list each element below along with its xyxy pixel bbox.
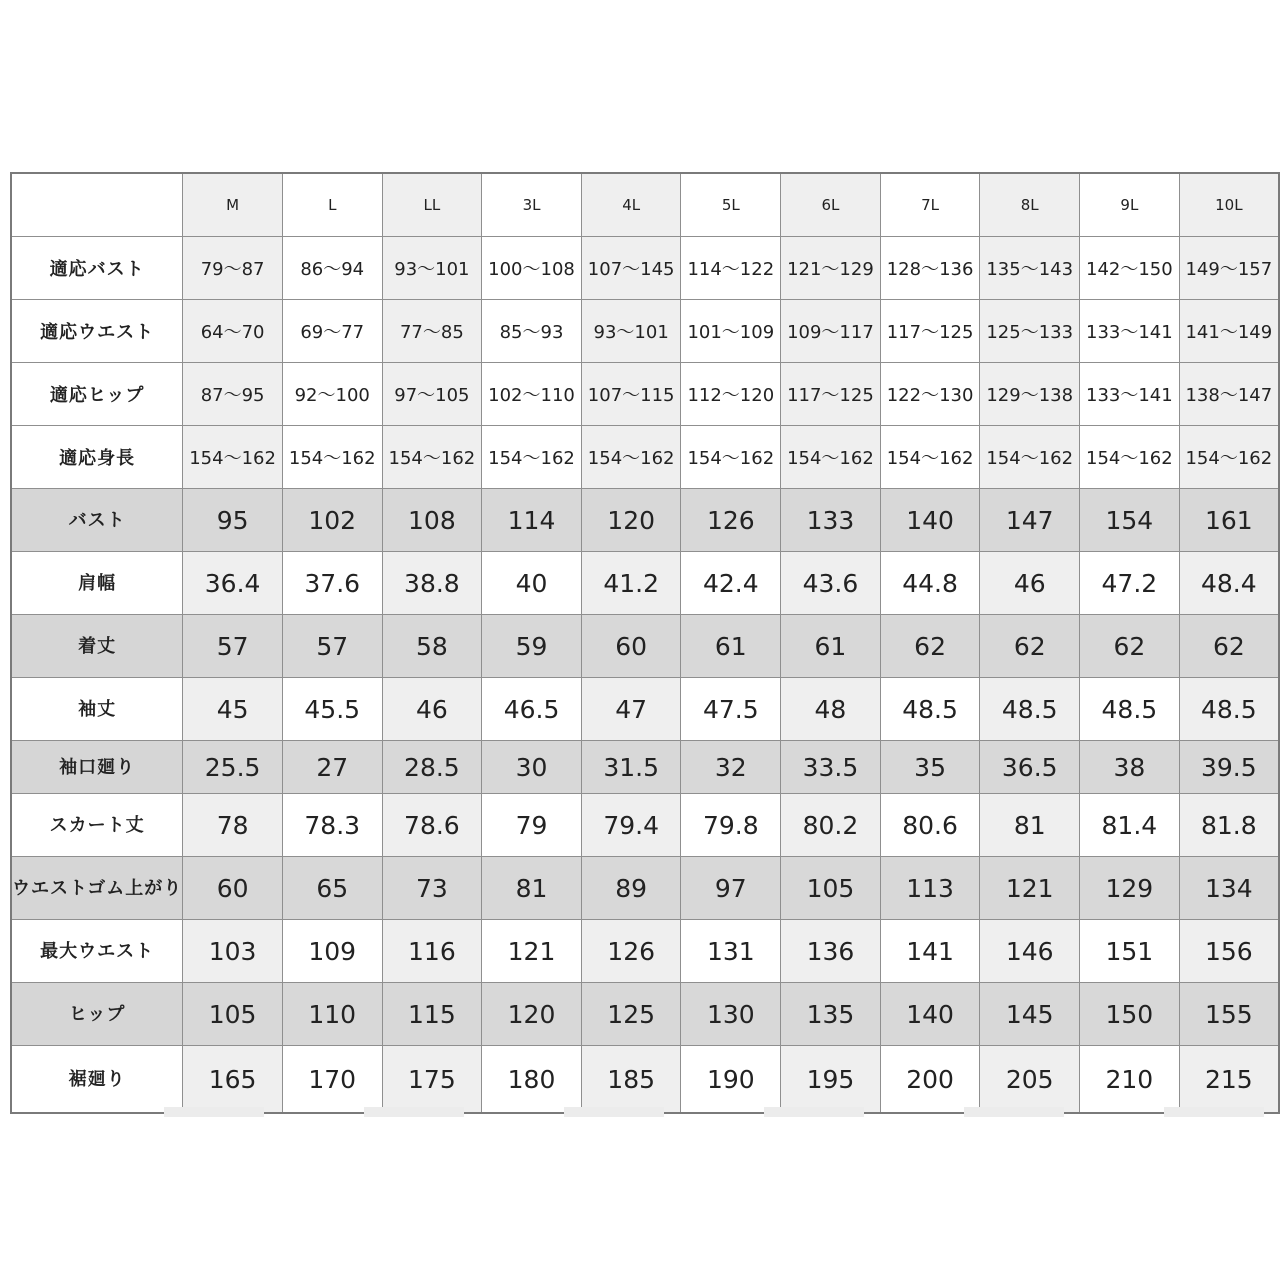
row-label: 適応バスト bbox=[11, 237, 183, 300]
table-cell: 25.5 bbox=[183, 741, 283, 794]
table-cell: 135～143 bbox=[980, 237, 1080, 300]
table-cell: 97 bbox=[681, 857, 781, 920]
table-cell: 200 bbox=[880, 1046, 980, 1114]
size-header-cell: 3L bbox=[482, 173, 582, 237]
table-cell: 145 bbox=[980, 983, 1080, 1046]
table-cell: 149～157 bbox=[1179, 237, 1279, 300]
row-label: 着丈 bbox=[11, 615, 183, 678]
table-cell: 117～125 bbox=[781, 363, 881, 426]
table-cell: 215 bbox=[1179, 1046, 1279, 1114]
size-header-cell: M bbox=[183, 173, 283, 237]
column-shade-strip bbox=[364, 1107, 464, 1117]
table-cell: 48 bbox=[781, 678, 881, 741]
table-cell: 36.4 bbox=[183, 552, 283, 615]
table-cell: 43.6 bbox=[781, 552, 881, 615]
size-header-row bbox=[11, 173, 1279, 237]
table-cell: 121 bbox=[980, 857, 1080, 920]
table-cell: 87～95 bbox=[183, 363, 283, 426]
table-cell: 205 bbox=[980, 1046, 1080, 1114]
table-cell: 141～149 bbox=[1179, 300, 1279, 363]
size-header-cell: 9L bbox=[1080, 173, 1180, 237]
column-shade-strip bbox=[764, 1107, 864, 1117]
table-cell: 105 bbox=[781, 857, 881, 920]
table-cell: 78.3 bbox=[282, 794, 382, 857]
row-label: 袖口廻り bbox=[11, 741, 183, 794]
table-cell: 45 bbox=[183, 678, 283, 741]
column-shade-strip bbox=[1164, 1107, 1264, 1117]
table-cell: 138～147 bbox=[1179, 363, 1279, 426]
table-cell: 195 bbox=[781, 1046, 881, 1114]
table-cell: 47.2 bbox=[1080, 552, 1180, 615]
table-cell: 114～122 bbox=[681, 237, 781, 300]
table-cell: 136 bbox=[781, 920, 881, 983]
table-cell: 48.5 bbox=[880, 678, 980, 741]
table-cell: 62 bbox=[1179, 615, 1279, 678]
table-row bbox=[11, 426, 1279, 489]
table-cell: 58 bbox=[382, 615, 482, 678]
table-cell: 154～162 bbox=[482, 426, 582, 489]
table-row bbox=[11, 552, 1279, 615]
table-cell: 141 bbox=[880, 920, 980, 983]
table-cell: 28.5 bbox=[382, 741, 482, 794]
table-cell: 36.5 bbox=[980, 741, 1080, 794]
table-cell: 62 bbox=[980, 615, 1080, 678]
table-cell: 35 bbox=[880, 741, 980, 794]
table-row bbox=[11, 489, 1279, 552]
table-cell: 38.8 bbox=[382, 552, 482, 615]
table-row bbox=[11, 615, 1279, 678]
table-cell: 135 bbox=[781, 983, 881, 1046]
table-cell: 210 bbox=[1080, 1046, 1180, 1114]
table-cell: 129～138 bbox=[980, 363, 1080, 426]
table-cell: 126 bbox=[581, 920, 681, 983]
table-cell: 133 bbox=[781, 489, 881, 552]
table-cell: 47.5 bbox=[681, 678, 781, 741]
row-label: 適応身長 bbox=[11, 426, 183, 489]
table-cell: 38 bbox=[1080, 741, 1180, 794]
table-cell: 175 bbox=[382, 1046, 482, 1114]
table-cell: 86～94 bbox=[282, 237, 382, 300]
table-cell: 93～101 bbox=[581, 300, 681, 363]
table-cell: 95 bbox=[183, 489, 283, 552]
table-cell: 101～109 bbox=[681, 300, 781, 363]
table-cell: 48.5 bbox=[1080, 678, 1180, 741]
table-cell: 45.5 bbox=[282, 678, 382, 741]
table-cell: 31.5 bbox=[581, 741, 681, 794]
table-cell: 79～87 bbox=[183, 237, 283, 300]
table-cell: 113 bbox=[880, 857, 980, 920]
table-cell: 78 bbox=[183, 794, 283, 857]
size-header-cell: 10L bbox=[1179, 173, 1279, 237]
size-header-cell: 5L bbox=[681, 173, 781, 237]
table-cell: 154～162 bbox=[1179, 426, 1279, 489]
table-cell: 128～136 bbox=[880, 237, 980, 300]
table-row bbox=[11, 983, 1279, 1046]
table-cell: 142～150 bbox=[1080, 237, 1180, 300]
table-row bbox=[11, 300, 1279, 363]
table-cell: 154～162 bbox=[681, 426, 781, 489]
table-cell: 155 bbox=[1179, 983, 1279, 1046]
table-cell: 46 bbox=[382, 678, 482, 741]
table-cell: 69～77 bbox=[282, 300, 382, 363]
table-cell: 140 bbox=[880, 983, 980, 1046]
table-cell: 134 bbox=[1179, 857, 1279, 920]
table-cell: 79.8 bbox=[681, 794, 781, 857]
table-cell: 48.5 bbox=[980, 678, 1080, 741]
table-cell: 61 bbox=[681, 615, 781, 678]
table-cell: 47 bbox=[581, 678, 681, 741]
table-cell: 81.8 bbox=[1179, 794, 1279, 857]
table-cell: 125～133 bbox=[980, 300, 1080, 363]
table-cell: 120 bbox=[581, 489, 681, 552]
size-header-cell: 4L bbox=[581, 173, 681, 237]
table-cell: 112～120 bbox=[681, 363, 781, 426]
table-cell: 46 bbox=[980, 552, 1080, 615]
table-cell: 41.2 bbox=[581, 552, 681, 615]
table-row bbox=[11, 363, 1279, 426]
table-cell: 46.5 bbox=[482, 678, 582, 741]
table-cell: 61 bbox=[781, 615, 881, 678]
table-row bbox=[11, 857, 1279, 920]
table-cell: 73 bbox=[382, 857, 482, 920]
table-cell: 37.6 bbox=[282, 552, 382, 615]
table-cell: 27 bbox=[282, 741, 382, 794]
table-cell: 120 bbox=[482, 983, 582, 1046]
table-cell: 57 bbox=[282, 615, 382, 678]
table-cell: 97～105 bbox=[382, 363, 482, 426]
table-cell: 80.2 bbox=[781, 794, 881, 857]
table-cell: 116 bbox=[382, 920, 482, 983]
column-shade-strip bbox=[964, 1107, 1064, 1117]
size-header-cell: LL bbox=[382, 173, 482, 237]
table-cell: 121 bbox=[482, 920, 582, 983]
row-label: 裾廻り bbox=[11, 1046, 183, 1114]
table-row bbox=[11, 794, 1279, 857]
table-cell: 33.5 bbox=[781, 741, 881, 794]
table-cell: 121～129 bbox=[781, 237, 881, 300]
table-cell: 42.4 bbox=[681, 552, 781, 615]
table-cell: 130 bbox=[681, 983, 781, 1046]
table-cell: 79 bbox=[482, 794, 582, 857]
table-cell: 78.6 bbox=[382, 794, 482, 857]
table-cell: 62 bbox=[880, 615, 980, 678]
row-label: 最大ウエスト bbox=[11, 920, 183, 983]
row-label: 袖丈 bbox=[11, 678, 183, 741]
table-cell: 154～162 bbox=[781, 426, 881, 489]
table-cell: 59 bbox=[482, 615, 582, 678]
table-cell: 93～101 bbox=[382, 237, 482, 300]
table-cell: 109 bbox=[282, 920, 382, 983]
table-cell: 129 bbox=[1080, 857, 1180, 920]
table-cell: 161 bbox=[1179, 489, 1279, 552]
table-cell: 150 bbox=[1080, 983, 1180, 1046]
table-row bbox=[11, 237, 1279, 300]
table-cell: 146 bbox=[980, 920, 1080, 983]
table-cell: 107～115 bbox=[581, 363, 681, 426]
row-label: 適応ウエスト bbox=[11, 300, 183, 363]
table-cell: 102～110 bbox=[482, 363, 582, 426]
table-cell: 32 bbox=[681, 741, 781, 794]
table-cell: 108 bbox=[382, 489, 482, 552]
table-cell: 114 bbox=[482, 489, 582, 552]
table-cell: 60 bbox=[183, 857, 283, 920]
table-cell: 81 bbox=[482, 857, 582, 920]
table-cell: 81 bbox=[980, 794, 1080, 857]
table-cell: 154～162 bbox=[581, 426, 681, 489]
table-cell: 165 bbox=[183, 1046, 283, 1114]
table-cell: 62 bbox=[1080, 615, 1180, 678]
table-cell: 151 bbox=[1080, 920, 1180, 983]
size-header-cell: 6L bbox=[781, 173, 881, 237]
column-shade-strip bbox=[164, 1107, 264, 1117]
table-cell: 48.4 bbox=[1179, 552, 1279, 615]
column-shade-strip bbox=[564, 1107, 664, 1117]
table-cell: 185 bbox=[581, 1046, 681, 1114]
table-cell: 154～162 bbox=[382, 426, 482, 489]
table-cell: 115 bbox=[382, 983, 482, 1046]
table-cell: 65 bbox=[282, 857, 382, 920]
table-cell: 180 bbox=[482, 1046, 582, 1114]
column-shade-strips bbox=[10, 1107, 1270, 1117]
table-cell: 154～162 bbox=[282, 426, 382, 489]
table-cell: 102 bbox=[282, 489, 382, 552]
table-cell: 154～162 bbox=[183, 426, 283, 489]
table-cell: 154～162 bbox=[980, 426, 1080, 489]
table-cell: 154 bbox=[1080, 489, 1180, 552]
table-cell: 103 bbox=[183, 920, 283, 983]
table-cell: 80.6 bbox=[880, 794, 980, 857]
row-label: ウエストゴム上がり bbox=[11, 857, 183, 920]
table-cell: 85～93 bbox=[482, 300, 582, 363]
size-header-cell: L bbox=[282, 173, 382, 237]
table-cell: 40 bbox=[482, 552, 582, 615]
size-chart-table bbox=[10, 172, 1280, 1114]
table-cell: 190 bbox=[681, 1046, 781, 1114]
table-cell: 117～125 bbox=[880, 300, 980, 363]
table-cell: 64～70 bbox=[183, 300, 283, 363]
table-cell: 154～162 bbox=[1080, 426, 1180, 489]
table-cell: 79.4 bbox=[581, 794, 681, 857]
table-cell: 30 bbox=[482, 741, 582, 794]
table-cell: 39.5 bbox=[1179, 741, 1279, 794]
table-cell: 89 bbox=[581, 857, 681, 920]
table-cell: 48.5 bbox=[1179, 678, 1279, 741]
row-label: 肩幅 bbox=[11, 552, 183, 615]
row-label: スカート丈 bbox=[11, 794, 183, 857]
table-cell: 110 bbox=[282, 983, 382, 1046]
table-row bbox=[11, 741, 1279, 794]
table-cell: 126 bbox=[681, 489, 781, 552]
table-cell: 133～141 bbox=[1080, 300, 1180, 363]
table-cell: 44.8 bbox=[880, 552, 980, 615]
row-label: バスト bbox=[11, 489, 183, 552]
size-header-cell: 8L bbox=[980, 173, 1080, 237]
header-corner-cell bbox=[11, 173, 183, 237]
table-cell: 154～162 bbox=[880, 426, 980, 489]
table-cell: 81.4 bbox=[1080, 794, 1180, 857]
size-header-cell: 7L bbox=[880, 173, 980, 237]
table-cell: 156 bbox=[1179, 920, 1279, 983]
table-cell: 147 bbox=[980, 489, 1080, 552]
row-label: 適応ヒップ bbox=[11, 363, 183, 426]
table-row bbox=[11, 920, 1279, 983]
row-label: ヒップ bbox=[11, 983, 183, 1046]
table-cell: 131 bbox=[681, 920, 781, 983]
table-cell: 170 bbox=[282, 1046, 382, 1114]
table-cell: 92～100 bbox=[282, 363, 382, 426]
table-row bbox=[11, 678, 1279, 741]
table-cell: 60 bbox=[581, 615, 681, 678]
table-cell: 107～145 bbox=[581, 237, 681, 300]
table-cell: 57 bbox=[183, 615, 283, 678]
table-cell: 109～117 bbox=[781, 300, 881, 363]
table-cell: 77～85 bbox=[382, 300, 482, 363]
table-cell: 125 bbox=[581, 983, 681, 1046]
table-cell: 140 bbox=[880, 489, 980, 552]
table-row bbox=[11, 1046, 1279, 1114]
table-cell: 105 bbox=[183, 983, 283, 1046]
table-cell: 122～130 bbox=[880, 363, 980, 426]
table-cell: 100～108 bbox=[482, 237, 582, 300]
table-cell: 133～141 bbox=[1080, 363, 1180, 426]
